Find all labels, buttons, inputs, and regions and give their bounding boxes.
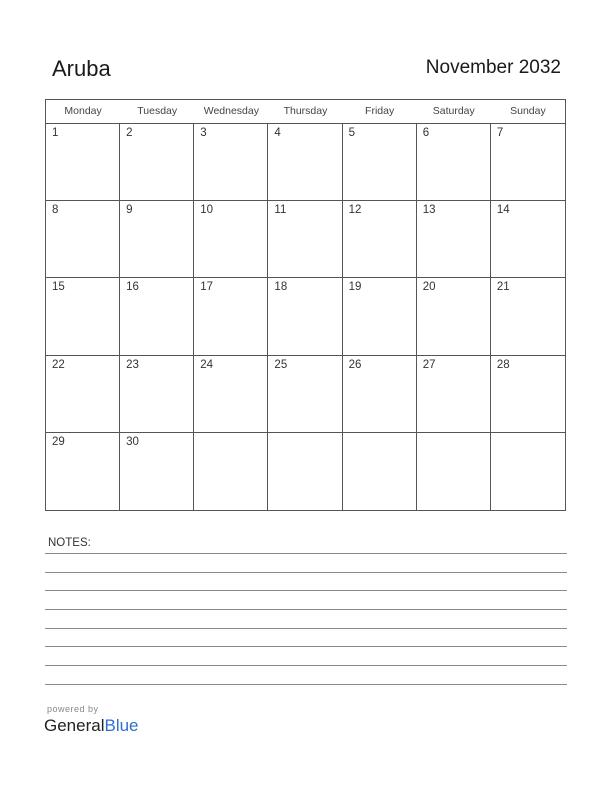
day-cell [417,124,491,201]
day-cell [120,278,194,355]
day-cell-empty [343,433,417,510]
day-number: 20 [422,281,436,294]
day-cell [194,201,268,278]
day-number: 19 [348,281,362,294]
day-cell [268,278,342,355]
note-line [45,609,567,610]
month-title: November 2032 [425,57,561,78]
day-number: 13 [422,204,436,217]
day-cell-empty [417,433,491,510]
day-number: 5 [348,127,355,139]
day-cell [343,124,417,201]
day-number: 2 [126,127,133,139]
day-number: 8 [52,204,59,217]
day-number: 14 [496,204,510,217]
day-number: 3 [200,127,207,139]
day-cell [268,201,342,278]
weekday-thursday: Thursday [283,105,328,117]
calendar-weeks [46,124,565,510]
day-number: 6 [422,127,430,139]
brand-blue: Blue [104,716,139,735]
day-number: 27 [422,358,436,371]
day-number: 1 [52,127,59,139]
day-number: 7 [496,127,504,139]
day-cell [194,278,268,355]
day-number: 24 [200,358,214,371]
day-cell [417,278,491,355]
day-cell [46,124,120,201]
day-number: 26 [348,358,362,371]
weekday-saturday: Saturday [432,105,475,117]
day-cell [417,201,491,278]
day-cell [491,124,565,201]
note-line [45,665,567,666]
day-cell [268,124,342,201]
day-number: 16 [126,281,139,294]
day-cell [120,201,194,278]
weekday-sunday: Sunday [510,105,546,117]
note-line [45,572,567,573]
day-number: 25 [274,358,288,371]
brand-general: General [44,716,105,735]
note-line [45,646,567,647]
day-cell-empty [491,433,565,510]
day-number: 4 [274,127,281,139]
day-cell [491,201,565,278]
weekday-friday: Friday [365,105,395,117]
day-cell [343,278,417,355]
day-number: 18 [274,281,288,294]
day-cell [46,201,120,278]
day-number: 23 [126,358,139,371]
day-cell [46,356,120,433]
day-number: 29 [52,435,65,448]
weekday-wednesday: Wednesday [203,105,259,117]
day-cell [343,201,417,278]
weekday-tuesday: Tuesday [137,105,178,117]
day-cell-empty [268,433,342,510]
day-cell [120,433,194,510]
day-cell-empty [194,433,268,510]
calendar-grid [45,99,566,511]
note-line [45,684,567,685]
day-cell [491,278,565,355]
day-cell [343,356,417,433]
day-number: 9 [126,204,133,217]
weekday-monday: Monday [64,105,102,117]
day-cell [46,433,120,510]
weekday-header [46,100,565,124]
powered-by-text: powered by [47,704,99,714]
note-line [45,553,567,554]
day-number: 15 [52,281,65,294]
day-cell [491,356,565,433]
day-number: 30 [126,435,139,448]
day-cell [120,124,194,201]
day-cell [268,356,342,433]
day-cell [194,356,268,433]
country-title: Aruba [52,56,111,81]
brand-logo [44,716,139,736]
day-number: 17 [200,281,214,294]
notes-label: NOTES: [48,537,91,549]
day-number: 22 [52,358,65,371]
day-number: 10 [200,204,214,217]
day-number: 28 [496,358,510,371]
day-cell [417,356,491,433]
day-number: 11 [274,204,287,217]
day-cell [194,124,268,201]
day-cell [120,356,194,433]
note-line [45,590,567,591]
day-cell [46,278,120,355]
note-line [45,628,567,629]
day-number: 21 [496,281,510,294]
day-number: 12 [348,204,362,217]
